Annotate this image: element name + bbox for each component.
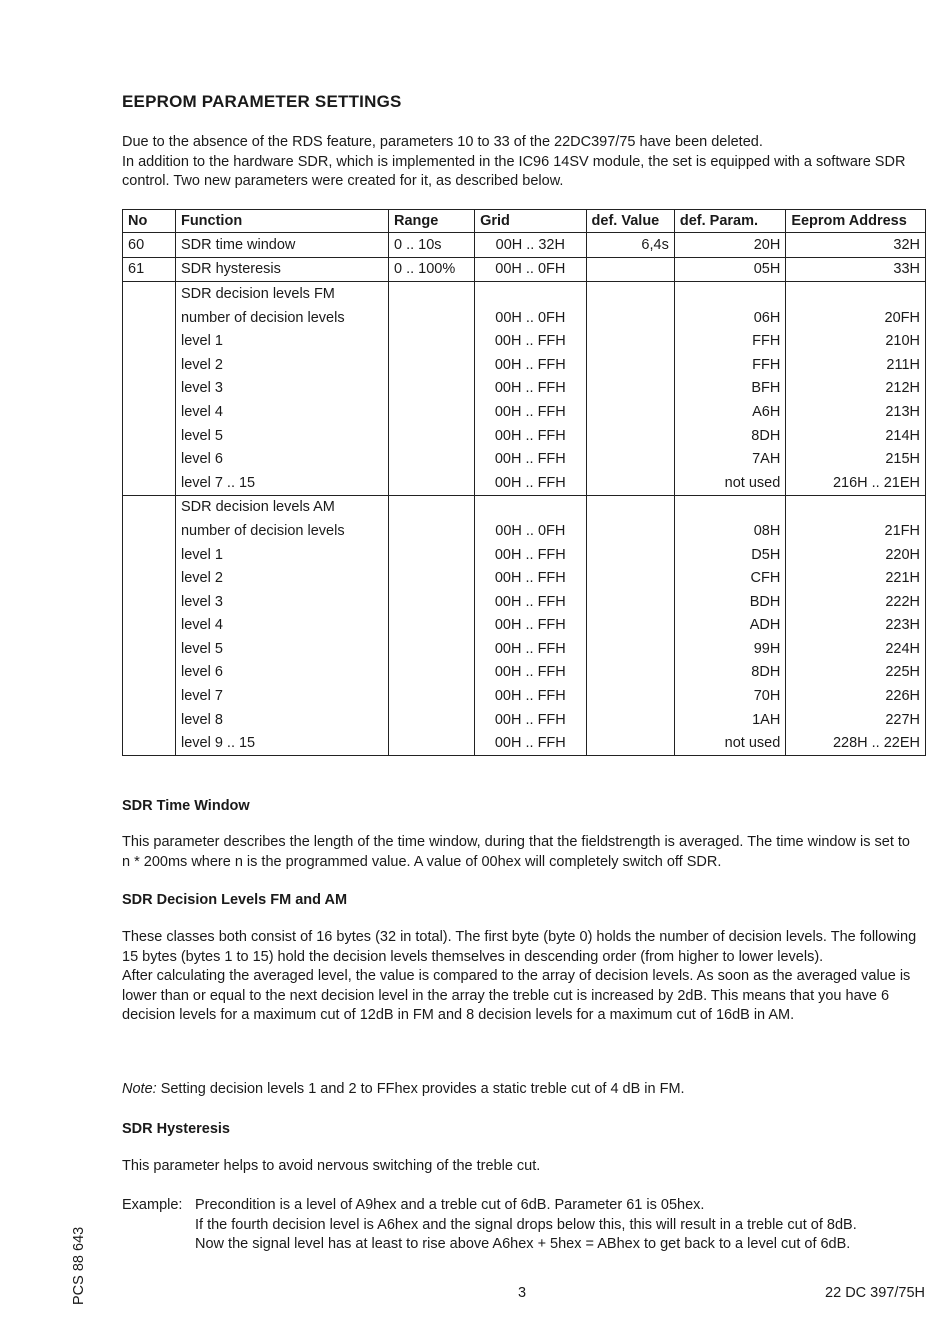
cell-grid: 00H .. FFH	[475, 471, 586, 495]
table-body	[123, 233, 926, 756]
cell-def-param: 8DH	[674, 424, 785, 448]
cell-function: level 6	[175, 661, 388, 685]
cell-range	[388, 353, 474, 377]
cell-grid: 00H .. FFH	[475, 590, 586, 614]
cell-def-param: 06H	[674, 306, 785, 330]
cell-address: 215H	[786, 447, 926, 471]
cell-range	[388, 329, 474, 353]
cell-function: level 7 .. 15	[175, 471, 388, 495]
table-row	[123, 590, 926, 614]
cell-no	[123, 684, 176, 708]
page-title: EEPROM PARAMETER SETTINGS	[122, 92, 402, 111]
note-label: Note:	[122, 1081, 157, 1097]
cell-def-value	[586, 400, 674, 424]
table-row	[123, 257, 926, 282]
table-row	[123, 471, 926, 495]
cell-grid: 00H .. 32H	[475, 233, 586, 258]
cell-grid: 00H .. FFH	[475, 377, 586, 401]
cell-no	[123, 590, 176, 614]
cell-grid: 00H .. FFH	[475, 614, 586, 638]
table-row	[123, 566, 926, 590]
cell-address: 222H	[786, 590, 926, 614]
page-number: 3	[518, 1285, 527, 1301]
cell-no	[123, 306, 176, 330]
cell-address: 224H	[786, 637, 926, 661]
intro-paragraph: Due to the absence of the RDS feature, parameters 10 to 33 of the 22DC397/75 have been deleted.	[122, 134, 763, 150]
time-window-text: This parameter describes the length of the time window, during that the fieldstrength is averaged. The time window is set to n * 200ms where n is the programmed value. A value of 00hex will completely switch off SDR.	[122, 834, 910, 870]
cell-address: 212H	[786, 377, 926, 401]
cell-range	[388, 447, 474, 471]
cell-no	[123, 353, 176, 377]
cell-function: level 4	[175, 614, 388, 638]
cell-range	[388, 495, 474, 519]
cell-function: number of decision levels	[175, 519, 388, 543]
cell-range: 0 .. 10s	[388, 233, 474, 258]
table-row	[123, 424, 926, 448]
cell-no	[123, 471, 176, 495]
table-row	[123, 684, 926, 708]
cell-no	[123, 661, 176, 685]
cell-grid: 00H .. FFH	[475, 637, 586, 661]
cell-no	[123, 400, 176, 424]
cell-range	[388, 731, 474, 755]
cell-address: 228H .. 22EH	[786, 731, 926, 755]
table-row	[123, 708, 926, 732]
cell-def-value	[586, 590, 674, 614]
cell-address	[786, 495, 926, 519]
table-row	[123, 306, 926, 330]
cell-def-value	[586, 519, 674, 543]
cell-grid: 00H .. FFH	[475, 661, 586, 685]
cell-range	[388, 471, 474, 495]
example-line: If the fourth decision level is A6hex and the signal drops below this, this will result in a treble cut of 8dB.	[195, 1216, 857, 1233]
cell-range	[388, 614, 474, 638]
cell-def-value	[586, 543, 674, 567]
cell-address: 32H	[786, 233, 926, 258]
cell-range	[388, 400, 474, 424]
table-row	[123, 447, 926, 471]
cell-grid	[475, 495, 586, 519]
section-heading-time-window: SDR Time Window	[122, 798, 250, 814]
cell-def-param: FFH	[674, 329, 785, 353]
intro-text	[122, 133, 912, 192]
header-function: Function	[175, 210, 388, 233]
cell-def-value	[586, 495, 674, 519]
cell-address: 33H	[786, 257, 926, 282]
table-row	[123, 377, 926, 401]
example-line: Now the signal level has at least to rise above A6hex + 5hex = ABhex to get back to a level cut of 6dB.	[195, 1236, 851, 1252]
example-line: Precondition is a level of A9hex and a treble cut of 6dB. Parameter 61 is 05hex.	[195, 1197, 705, 1213]
example-label: Example:	[122, 1197, 183, 1213]
cell-function: level 2	[175, 353, 388, 377]
cell-def-value	[586, 424, 674, 448]
cell-range	[388, 377, 474, 401]
cell-function: level 5	[175, 424, 388, 448]
cell-address: 214H	[786, 424, 926, 448]
cell-def-value	[586, 661, 674, 685]
cell-function: level 9 .. 15	[175, 731, 388, 755]
cell-function: level 8	[175, 708, 388, 732]
cell-range	[388, 543, 474, 567]
cell-address: 220H	[786, 543, 926, 567]
cell-no	[123, 495, 176, 519]
cell-def-param: 1AH	[674, 708, 785, 732]
cell-grid	[475, 282, 586, 306]
cell-address: 21FH	[786, 519, 926, 543]
cell-address: 225H	[786, 661, 926, 685]
table-row	[123, 543, 926, 567]
cell-no	[123, 282, 176, 306]
cell-def-value	[586, 257, 674, 282]
cell-no	[123, 424, 176, 448]
cell-function: level 3	[175, 377, 388, 401]
table-row	[123, 495, 926, 519]
table-row	[123, 731, 926, 755]
cell-grid: 00H .. FFH	[475, 424, 586, 448]
cell-def-param: not used	[674, 471, 785, 495]
cell-def-param: FFH	[674, 353, 785, 377]
cell-range: 0 .. 100%	[388, 257, 474, 282]
cell-no	[123, 614, 176, 638]
cell-grid: 00H .. FFH	[475, 566, 586, 590]
cell-grid: 00H .. FFH	[475, 708, 586, 732]
cell-no	[123, 329, 176, 353]
cell-def-param: D5H	[674, 543, 785, 567]
cell-def-value	[586, 731, 674, 755]
cell-def-param: BFH	[674, 377, 785, 401]
table-header-row	[123, 210, 926, 233]
note	[122, 1080, 922, 1100]
cell-range	[388, 282, 474, 306]
cell-def-param: ADH	[674, 614, 785, 638]
cell-def-param: BDH	[674, 590, 785, 614]
table-row	[123, 400, 926, 424]
cell-function: SDR decision levels FM	[175, 282, 388, 306]
cell-def-param: A6H	[674, 400, 785, 424]
side-code: PCS 88 643	[71, 1226, 87, 1305]
cell-grid: 00H .. FFH	[475, 447, 586, 471]
cell-def-value	[586, 306, 674, 330]
cell-address: 211H	[786, 353, 926, 377]
cell-grid: 00H .. 0FH	[475, 257, 586, 282]
cell-def-value	[586, 377, 674, 401]
cell-range	[388, 566, 474, 590]
cell-def-value	[586, 282, 674, 306]
cell-range	[388, 637, 474, 661]
table-row	[123, 282, 926, 306]
cell-grid: 00H .. FFH	[475, 400, 586, 424]
cell-grid: 00H .. FFH	[475, 353, 586, 377]
decision-levels-paragraph: After calculating the averaged level, the value is compared to the array of decision levels. As soon as the averaged value is lower than or equal to the next decision level in the array the treble cut is increased by 2dB. This means that you have 6 decision levels for a maximum cut of 12dB in FM and 8 decision levels for a maximum cut of 16dB in AM.	[122, 968, 911, 1023]
cell-def-param: 08H	[674, 519, 785, 543]
cell-def-param: 7AH	[674, 447, 785, 471]
table-row	[123, 637, 926, 661]
cell-def-param: 05H	[674, 257, 785, 282]
decision-levels-paragraph: These classes both consist of 16 bytes (32 in total). The first byte (byte 0) holds the number of decision levels. The following 15 bytes (bytes 1 to 15) hold the decision levels themselves in descending order (from higher to lower levels).	[122, 929, 917, 965]
cell-def-param	[674, 495, 785, 519]
cell-grid: 00H .. FFH	[475, 329, 586, 353]
cell-no	[123, 377, 176, 401]
cell-address: 213H	[786, 400, 926, 424]
parameter-table	[122, 209, 926, 756]
cell-def-param: 8DH	[674, 661, 785, 685]
cell-no: 61	[123, 257, 176, 282]
header-def-param: def. Param.	[674, 210, 785, 233]
cell-range	[388, 708, 474, 732]
cell-function: SDR time window	[175, 233, 388, 258]
cell-def-value	[586, 471, 674, 495]
cell-def-param: 20H	[674, 233, 785, 258]
cell-grid: 00H .. 0FH	[475, 306, 586, 330]
cell-no	[123, 566, 176, 590]
header-range: Range	[388, 210, 474, 233]
cell-no	[123, 731, 176, 755]
cell-function: level 6	[175, 447, 388, 471]
header-grid: Grid	[475, 210, 586, 233]
table-row	[123, 661, 926, 685]
cell-grid: 00H .. FFH	[475, 731, 586, 755]
cell-function: level 4	[175, 400, 388, 424]
cell-function: level 7	[175, 684, 388, 708]
cell-range	[388, 590, 474, 614]
cell-address: 20FH	[786, 306, 926, 330]
cell-no	[123, 447, 176, 471]
cell-function: level 1	[175, 329, 388, 353]
cell-def-param: 99H	[674, 637, 785, 661]
cell-address	[786, 282, 926, 306]
cell-def-value	[586, 329, 674, 353]
cell-grid: 00H .. FFH	[475, 684, 586, 708]
table-row	[123, 614, 926, 638]
table-row	[123, 329, 926, 353]
cell-def-value	[586, 566, 674, 590]
table-row	[123, 353, 926, 377]
table-row	[123, 519, 926, 543]
cell-address: 227H	[786, 708, 926, 732]
header-def-value: def. Value	[586, 210, 674, 233]
cell-def-param: CFH	[674, 566, 785, 590]
decision-levels-text	[122, 928, 922, 1026]
cell-range	[388, 684, 474, 708]
cell-grid: 00H .. FFH	[475, 543, 586, 567]
cell-range	[388, 306, 474, 330]
cell-no	[123, 637, 176, 661]
cell-address: 221H	[786, 566, 926, 590]
cell-address: 223H	[786, 614, 926, 638]
cell-no: 60	[123, 233, 176, 258]
cell-grid: 00H .. 0FH	[475, 519, 586, 543]
cell-def-param: not used	[674, 731, 785, 755]
document-reference: 22 DC 397/75H	[825, 1285, 925, 1301]
section-heading-hysteresis: SDR Hysteresis	[122, 1121, 230, 1137]
cell-range	[388, 424, 474, 448]
cell-function: SDR hysteresis	[175, 257, 388, 282]
cell-def-value	[586, 353, 674, 377]
cell-def-value	[586, 447, 674, 471]
section-heading-decision-levels: SDR Decision Levels FM and AM	[122, 892, 348, 908]
cell-def-value	[586, 614, 674, 638]
hysteresis-text: This parameter helps to avoid nervous switching of the treble cut.	[122, 1158, 541, 1174]
cell-address: 226H	[786, 684, 926, 708]
cell-def-param	[674, 282, 785, 306]
cell-def-value	[586, 708, 674, 732]
cell-def-value	[586, 684, 674, 708]
cell-range	[388, 519, 474, 543]
cell-function: level 1	[175, 543, 388, 567]
cell-no	[123, 543, 176, 567]
example-lines	[195, 1196, 925, 1255]
cell-def-param: 70H	[674, 684, 785, 708]
header-eeprom-address: Eeprom Address	[786, 210, 926, 233]
cell-range	[388, 661, 474, 685]
table-row	[123, 233, 926, 258]
note-text: Setting decision levels 1 and 2 to FFhex provides a static treble cut of 4 dB in FM.	[156, 1081, 685, 1097]
header-no: No	[123, 210, 176, 233]
cell-def-value: 6,4s	[586, 233, 674, 258]
cell-address: 216H .. 21EH	[786, 471, 926, 495]
cell-no	[123, 708, 176, 732]
cell-function: level 2	[175, 566, 388, 590]
cell-function: level 5	[175, 637, 388, 661]
cell-def-value	[586, 637, 674, 661]
cell-address: 210H	[786, 329, 926, 353]
cell-function: number of decision levels	[175, 306, 388, 330]
intro-paragraph: In addition to the hardware SDR, which is implemented in the IC96 14SV module, the set is equipped with a software SDR control. Two new parameters were created for it, as described below.	[122, 153, 906, 189]
cell-function: SDR decision levels AM	[175, 495, 388, 519]
cell-no	[123, 519, 176, 543]
cell-function: level 3	[175, 590, 388, 614]
